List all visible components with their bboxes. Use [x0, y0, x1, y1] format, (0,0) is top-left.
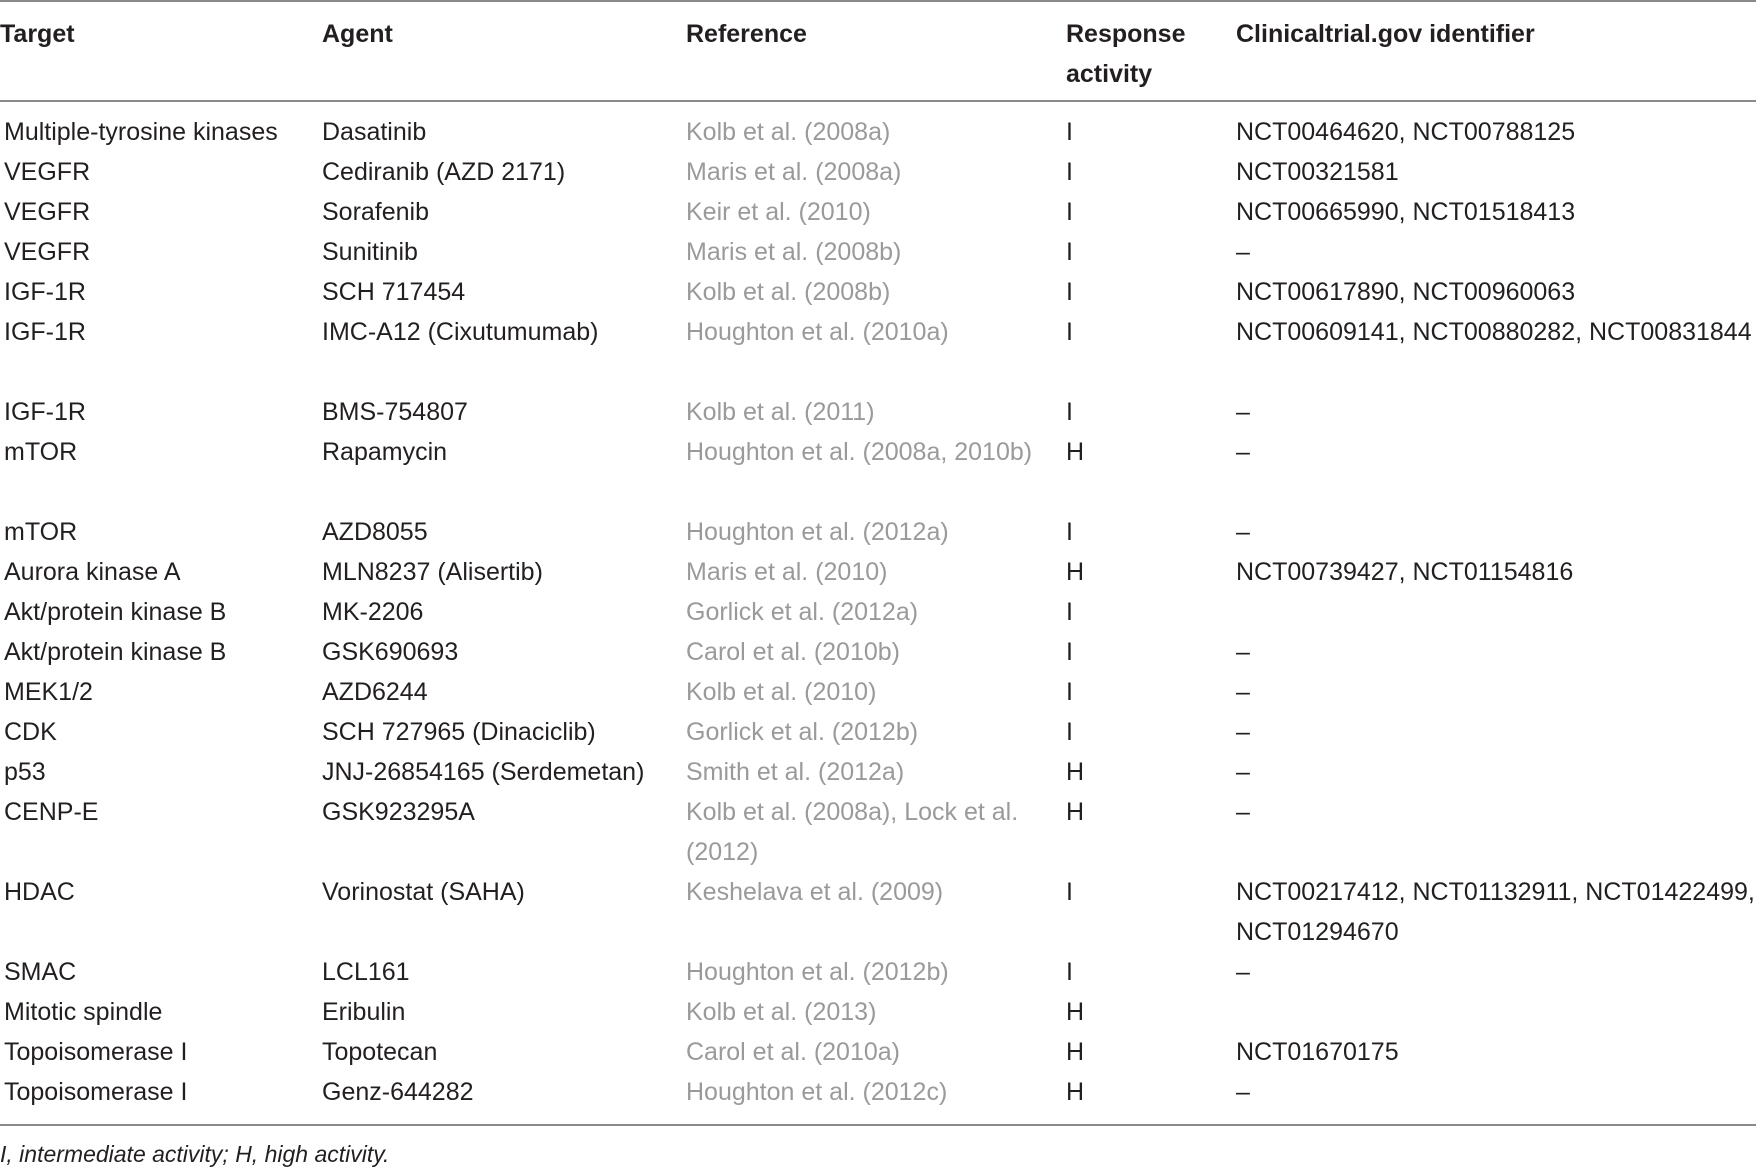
cell-agent: Rapamycin [322, 438, 448, 466]
cell-reference[interactable]: Carol et al. (2010b) [686, 638, 901, 666]
cell-target: SMAC [4, 958, 77, 986]
cell-reference[interactable]: Houghton et al. (2010a) [686, 318, 949, 346]
table-row [0, 552, 1756, 592]
cell-target: HDAC [4, 878, 75, 906]
cell-agent: MK-2206 [322, 598, 424, 626]
cell-agent: LCL161 [322, 958, 410, 986]
table-row [0, 512, 1756, 552]
cell-response-activity: H [1066, 1078, 1085, 1106]
cell-identifier: – [1236, 638, 1250, 666]
cell-reference[interactable]: Kolb et al. (2011) [686, 398, 875, 426]
cell-reference[interactable]: Maris et al. (2008b) [686, 238, 902, 266]
cell-agent: BMS-754807 [322, 398, 468, 426]
cell-reference[interactable]: Kolb et al. (2008a) [686, 118, 891, 146]
cell-reference[interactable]: Kolb et al. (2008a), Lock et al. (2012) [686, 798, 1019, 866]
cell-target: IGF-1R [4, 398, 86, 426]
cell-identifier: NCT00617890, NCT00960063 [1236, 278, 1576, 306]
table-row [0, 632, 1756, 672]
cell-response-activity: I [1066, 278, 1073, 306]
table-row [0, 792, 1756, 872]
cell-identifier: – [1236, 758, 1250, 786]
cell-identifier: NCT00609141, NCT00880282, NCT00831844 [1236, 318, 1752, 346]
cell-identifier: NCT00739427, NCT01154816 [1236, 558, 1574, 586]
cell-target: VEGFR [4, 198, 91, 226]
cell-response-activity: H [1066, 1038, 1085, 1066]
cell-agent: SCH 717454 [322, 278, 466, 306]
cell-target: CENP-E [4, 798, 99, 826]
cell-response-activity: I [1066, 598, 1073, 626]
cell-response-activity: H [1066, 758, 1085, 786]
cell-reference[interactable]: Houghton et al. (2012b) [686, 958, 949, 986]
cell-agent: Genz-644282 [322, 1078, 474, 1106]
cell-target: mTOR [4, 518, 78, 546]
cell-target: Akt/protein kinase B [4, 638, 227, 666]
table-row [0, 272, 1756, 312]
table-row [0, 592, 1756, 632]
cell-identifier: NCT01670175 [1236, 1038, 1399, 1066]
cell-response-activity: I [1066, 678, 1073, 706]
cell-target: VEGFR [4, 158, 91, 186]
cell-identifier: NCT00217412, NCT01132911, NCT01422499, NCT01294670 [1236, 878, 1755, 946]
cell-reference[interactable]: Smith et al. (2012a) [686, 758, 905, 786]
table-row [0, 952, 1756, 992]
table-row [0, 232, 1756, 272]
table-row [0, 152, 1756, 192]
header-agent: Agent [322, 20, 393, 48]
cell-identifier: – [1236, 958, 1250, 986]
cell-identifier: – [1236, 678, 1250, 706]
cell-response-activity: I [1066, 198, 1073, 226]
cell-reference[interactable]: Gorlick et al. (2012b) [686, 718, 919, 746]
cell-agent: AZD8055 [322, 518, 428, 546]
cell-response-activity: I [1066, 958, 1073, 986]
table-row [0, 712, 1756, 752]
cell-target: IGF-1R [4, 278, 86, 306]
cell-agent: Eribulin [322, 998, 406, 1026]
cell-agent: SCH 727965 (Dinaciclib) [322, 718, 596, 746]
table-row [0, 432, 1756, 512]
cell-agent: JNJ-26854165 (Serdemetan) [322, 758, 645, 786]
cell-identifier: – [1236, 798, 1250, 826]
cell-agent: IMC-A12 (Cixutumumab) [322, 318, 599, 346]
cell-identifier: NCT00321581 [1236, 158, 1399, 186]
cell-agent: GSK923295A [322, 798, 475, 826]
cell-response-activity: I [1066, 718, 1073, 746]
cell-target: p53 [4, 758, 46, 786]
table-header-row [0, 14, 1756, 94]
cell-agent: MLN8237 (Alisertib) [322, 558, 543, 586]
cell-target: Mitotic spindle [4, 998, 163, 1026]
cell-reference[interactable]: Maris et al. (2010) [686, 558, 888, 586]
table-body [0, 112, 1756, 1112]
table-row [0, 872, 1756, 952]
cell-agent: Dasatinib [322, 118, 427, 146]
cell-reference[interactable]: Houghton et al. (2008a, 2010b) [686, 438, 1033, 466]
cell-target: CDK [4, 718, 57, 746]
cell-response-activity: I [1066, 238, 1073, 266]
cell-target: MEK1/2 [4, 678, 93, 706]
cell-reference[interactable]: Kolb et al. (2013) [686, 998, 877, 1026]
cell-response-activity: H [1066, 438, 1085, 466]
table-header-rule [0, 100, 1756, 102]
cell-identifier: – [1236, 398, 1250, 426]
cell-target: Multiple-tyrosine kinases [4, 118, 278, 146]
cell-target: VEGFR [4, 238, 91, 266]
cell-reference[interactable]: Carol et al. (2010a) [686, 1038, 901, 1066]
table-row [0, 992, 1756, 1032]
cell-response-activity: I [1066, 878, 1073, 906]
table-row [0, 1072, 1756, 1112]
cell-response-activity: I [1066, 318, 1073, 346]
header-clinicaltrial-identifier: Clinicaltrial.gov identifier [1236, 20, 1535, 48]
cell-agent: Sunitinib [322, 238, 418, 266]
cell-response-activity: I [1066, 638, 1073, 666]
cell-identifier: – [1236, 1078, 1250, 1106]
cell-reference[interactable]: Houghton et al. (2012a) [686, 518, 949, 546]
cell-agent: AZD6244 [322, 678, 428, 706]
cell-reference[interactable]: Keshelava et al. (2009) [686, 878, 944, 906]
header-reference: Reference [686, 20, 807, 48]
cell-response-activity: H [1066, 558, 1085, 586]
cell-agent: Sorafenib [322, 198, 430, 226]
cell-identifier: – [1236, 718, 1250, 746]
cell-target: Akt/protein kinase B [4, 598, 227, 626]
cell-identifier: – [1236, 438, 1250, 466]
cell-reference[interactable]: Kolb et al. (2008b) [686, 278, 891, 306]
cell-agent: Cediranib (AZD 2171) [322, 158, 566, 186]
cell-reference[interactable]: Maris et al. (2008a) [686, 158, 902, 186]
cell-identifier: – [1236, 518, 1250, 546]
cell-agent: Vorinostat (SAHA) [322, 878, 525, 906]
cell-response-activity: H [1066, 998, 1085, 1026]
cell-agent: Topotecan [322, 1038, 438, 1066]
table-top-rule [0, 0, 1756, 2]
header-response-activity: Response activity [1066, 20, 1186, 88]
cell-identifier: NCT00464620, NCT00788125 [1236, 118, 1576, 146]
cell-response-activity: H [1066, 798, 1085, 826]
cell-reference[interactable]: Gorlick et al. (2012a) [686, 598, 919, 626]
table-footnote: I, intermediate activity; H, high activity. [0, 1141, 390, 1167]
cell-response-activity: I [1066, 398, 1073, 426]
cell-target: Topoisomerase I [4, 1078, 188, 1106]
table-row [0, 312, 1756, 392]
cell-reference[interactable]: Houghton et al. (2012c) [686, 1078, 948, 1106]
table-row [0, 672, 1756, 712]
cell-target: IGF-1R [4, 318, 86, 346]
cell-target: Aurora kinase A [4, 558, 181, 586]
cell-identifier: NCT00665990, NCT01518413 [1236, 198, 1576, 226]
table-bottom-rule [0, 1124, 1756, 1126]
cell-reference[interactable]: Keir et al. (2010) [686, 198, 871, 226]
cell-agent: GSK690693 [322, 638, 459, 666]
table-row [0, 752, 1756, 792]
cell-target: Topoisomerase I [4, 1038, 188, 1066]
cell-target: mTOR [4, 438, 78, 466]
cell-response-activity: I [1066, 518, 1073, 546]
cell-response-activity: I [1066, 158, 1073, 186]
cell-identifier: – [1236, 238, 1250, 266]
table-row [0, 392, 1756, 432]
table-row [0, 192, 1756, 232]
table-row [0, 1032, 1756, 1072]
header-target: Target [0, 20, 75, 48]
table-row [0, 112, 1756, 152]
cell-response-activity: I [1066, 118, 1073, 146]
cell-reference[interactable]: Kolb et al. (2010) [686, 678, 877, 706]
